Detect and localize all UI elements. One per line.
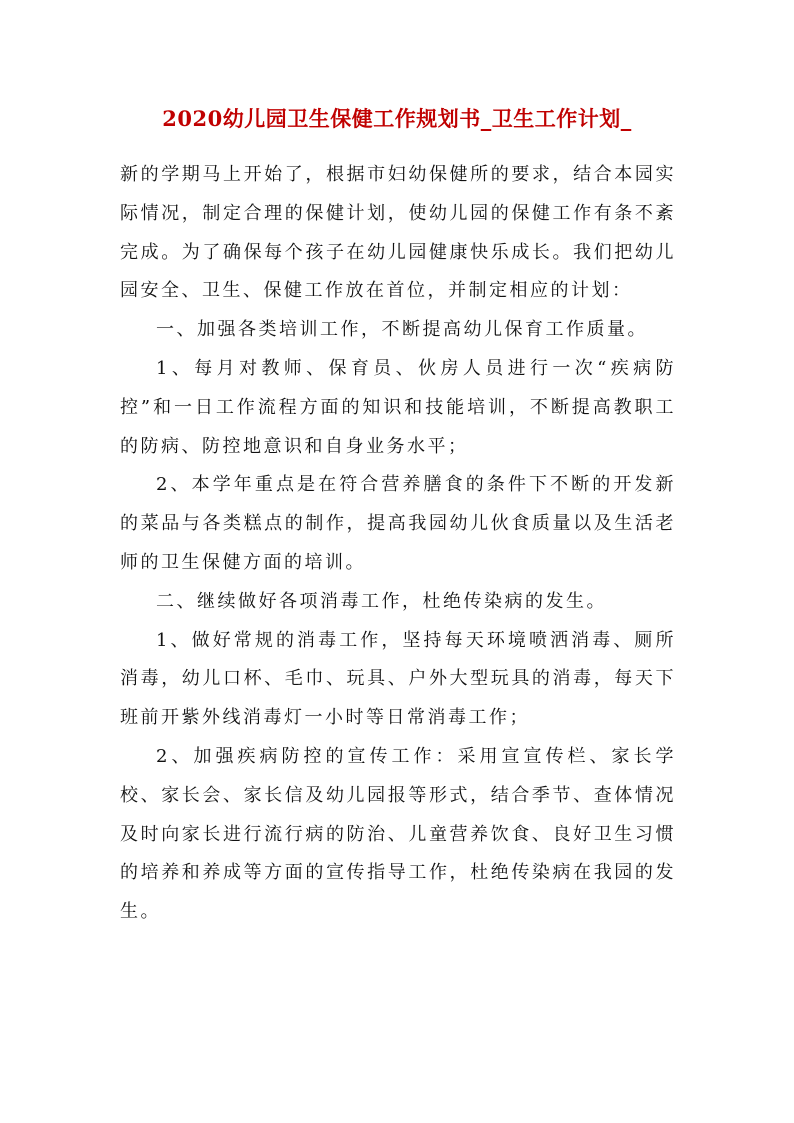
paragraph-item-1-2: 2、本学年重点是在符合营养膳食的条件下不断的开发新的菜品与各类糕点的制作，提高我园幼儿伙食质量以及生活老师的卫生保健方面的培训。 xyxy=(120,474,676,573)
document-title: 2020幼儿园卫生保健工作规划书_卫生工作计划_ xyxy=(162,106,632,131)
paragraph-item-2-1: 1、做好常规的消毒工作，坚持每天环境喷洒消毒、厕所消毒，幼儿口杯、毛巾、玩具、户外大型玩具的消毒，每天下班前开紫外线消毒灯一小时等日常消毒工作； xyxy=(120,629,676,729)
document-body xyxy=(120,156,676,932)
paragraph-heading-2: 二、继续做好各项消毒工作，杜绝传染病的发生。 xyxy=(156,590,607,612)
paragraph-item-1-1: 1、每月对教师、保育员、伙房人员进行一次“疾病防控”和一日工作流程方面的知识和技能培训，不断提高教职工的防病、防控地意识和自身业务水平； xyxy=(120,357,676,457)
paragraph-intro: 新的学期马上开始了，根据市妇幼保健所的要求，结合本园实际情况，制定合理的保健计划，使幼儿园的保健工作有条不紊完成。为了确保每个孩子在幼儿园健康快乐成长。我们把幼儿园安全、卫生、保健工作放在首位，并制定相应的计划： xyxy=(120,164,676,302)
paragraph-heading-1: 一、加强各类培训工作，不断提高幼儿保育工作质量。 xyxy=(156,319,648,341)
paragraph-item-2-2: 2、加强疾病防控的宣传工作：采用宣宣传栏、家长学校、家长会、家长信及幼儿园报等形式，结合季节、查体情况及时向家长进行流行病的防治、儿童营养饮食、良好卫生习惯的培养和养成等方面的宣传指导工作，杜绝传染病在我园的发生。 xyxy=(120,745,676,923)
